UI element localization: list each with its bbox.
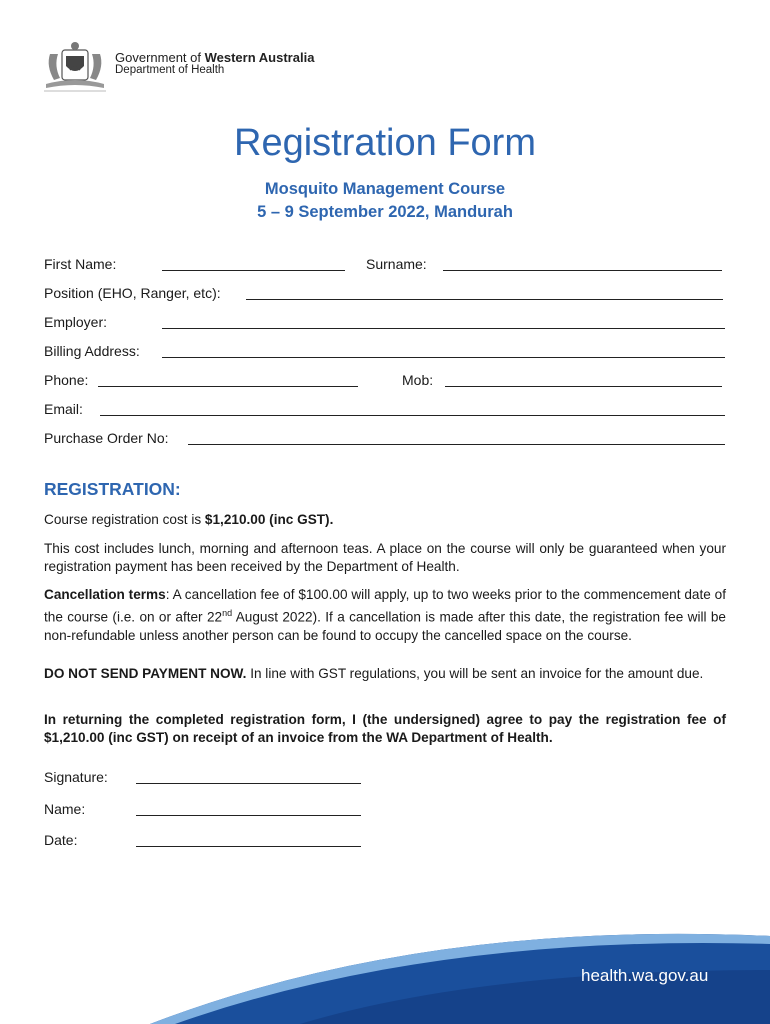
page-title: Registration Form — [234, 122, 536, 164]
government-name — [115, 50, 314, 65]
cancellation-text-2: August 2022). If a cancellation is made after this date, the registration fee will be non-refundable unless another person can be found to occupy the cancelled space on the course. — [44, 609, 726, 643]
billing-address-field[interactable] — [162, 357, 725, 358]
signature-label: Signature: — [44, 769, 108, 785]
includes-paragraph: This cost includes lunch, morning and afternoon teas. A place on the course will only be guaranteed when your registration payment has been received by the Department of Health. — [44, 541, 726, 574]
surname-label: Surname: — [366, 256, 427, 272]
employer-field[interactable] — [162, 328, 725, 329]
course-dates: 5 – 9 September 2022, Mandurah — [257, 203, 513, 221]
mob-label: Mob: — [402, 372, 434, 388]
name-label: Name: — [44, 801, 86, 817]
header — [44, 40, 344, 92]
agreement-paragraph: In returning the completed registration form, I (the undersigned) agree to pay the registration fee of $1,210.00 (inc GST) on receipt of an invoice from the WA Department of Health. — [44, 712, 726, 745]
cancellation-heading: Cancellation terms — [44, 587, 166, 602]
cost-prefix: Course registration cost is — [44, 512, 205, 527]
cancellation-paragraph — [44, 586, 726, 645]
coat-of-arms-logo — [44, 40, 106, 92]
position-field[interactable] — [246, 299, 723, 300]
purchase-order-field[interactable] — [188, 444, 725, 445]
cost-paragraph — [44, 511, 726, 529]
cancellation-text-1: : A cancellation fee of $100.00 will apply, up to two weeks prior to the commencement date of the course (i.e. on or after 22 — [44, 587, 726, 625]
cancellation-sup: nd — [222, 608, 233, 618]
billing-address-label: Billing Address: — [44, 343, 140, 359]
phone-field[interactable] — [98, 386, 358, 387]
phone-label: Phone: — [44, 372, 89, 388]
first-name-field[interactable] — [162, 270, 345, 271]
date-field[interactable] — [136, 846, 361, 847]
no-payment-paragraph — [44, 665, 726, 683]
surname-field[interactable] — [443, 270, 722, 271]
signature-field[interactable] — [136, 783, 361, 784]
first-name-label: First Name: — [44, 256, 117, 272]
department-name: Department of Health — [115, 64, 225, 76]
cost-amount: $1,210.00 (inc GST). — [204, 512, 334, 527]
purchase-order-label: Purchase Order No: — [44, 430, 169, 446]
no-payment-bold: DO NOT SEND PAYMENT NOW. — [44, 666, 247, 681]
position-label: Position (EHO, Ranger, etc): — [44, 285, 221, 301]
employer-label: Employer: — [44, 314, 108, 330]
no-payment-text: In line with GST regulations, you will be sent an invoice for the amount due. — [246, 666, 704, 681]
registration-heading: REGISTRATION: — [44, 479, 181, 499]
email-field[interactable] — [100, 415, 725, 416]
date-label: Date: — [44, 832, 78, 848]
footer-website[interactable]: health.wa.gov.au — [581, 966, 709, 985]
course-name: Mosquito Management Course — [264, 180, 506, 198]
email-label: Email: — [44, 401, 83, 417]
name-field[interactable] — [136, 815, 361, 816]
footer-swoosh — [0, 900, 770, 1024]
gov-bold: Western Australia — [204, 50, 315, 65]
mob-field[interactable] — [445, 386, 722, 387]
gov-prefix: Government of — [115, 50, 205, 65]
